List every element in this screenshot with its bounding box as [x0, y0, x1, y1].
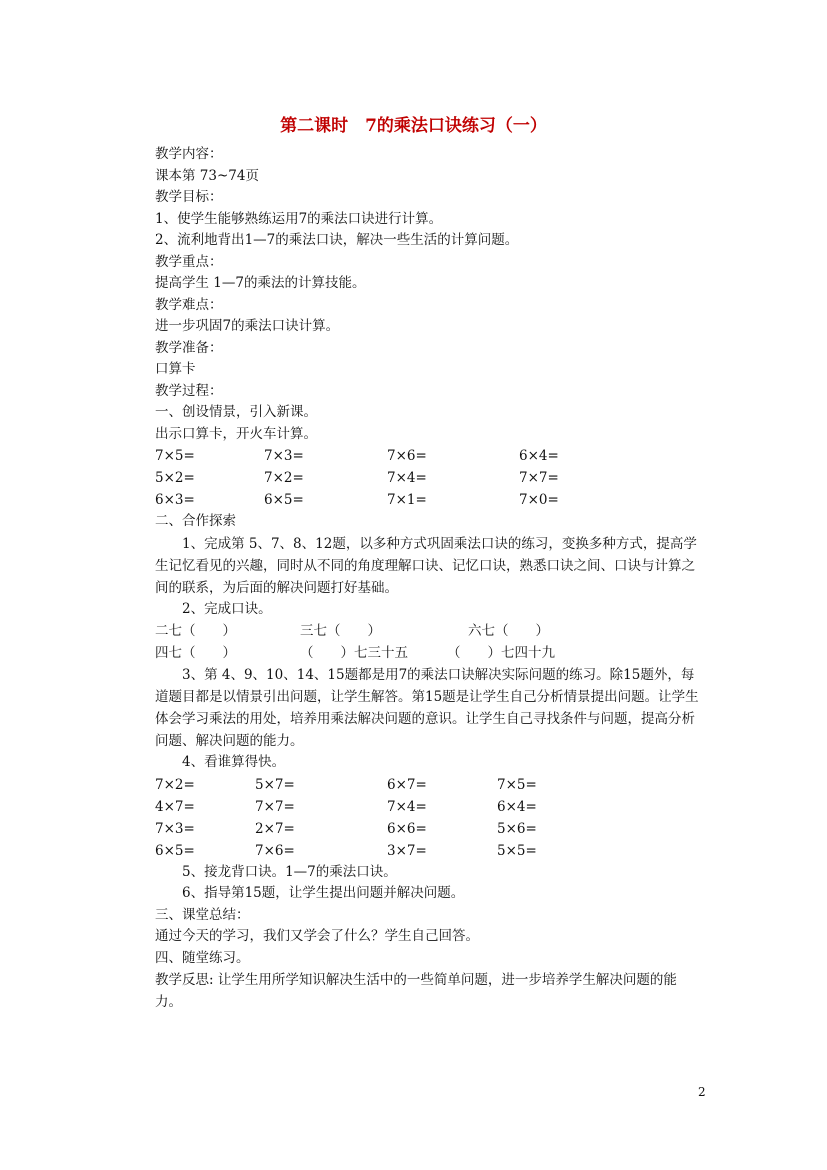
- grid-cell: 6×5=: [264, 492, 304, 508]
- lesson-title: 第二课时 7的乘法口诀练习（一）: [280, 116, 547, 136]
- grid-cell: 四七（ ）: [155, 645, 236, 661]
- text-line: 2、完成口诀。: [182, 600, 272, 617]
- grid-cell: 6×7=: [387, 776, 427, 793]
- section-heading: 三、课堂总结：: [155, 906, 250, 923]
- page-number: 2: [698, 1085, 706, 1099]
- kou-jue-grid: [155, 620, 703, 664]
- grid-cell: 7×3=: [264, 448, 304, 464]
- grid-cell: 6×6=: [387, 820, 427, 837]
- grid-cell: 6×4=: [519, 448, 559, 464]
- text-line: 1、使学生能够熟练运用7的乘法口诀进行计算。: [155, 210, 443, 227]
- grid-cell: 7×4=: [387, 798, 427, 815]
- text-line: 教学难点：: [155, 296, 223, 313]
- text-line: 2、流利地背出1—7的乘法口诀，解决一些生活的计算问题。: [155, 232, 519, 248]
- grid-cell: 二七（ ）: [155, 623, 236, 639]
- reflection-paragraph: 教学反思: 让学生用所学知识解决生活中的一些简单问题，进一步培养学生解决问题的能力。: [155, 972, 677, 1010]
- lesson-content: [155, 144, 703, 1013]
- grid-cell: （ ）七三十五: [300, 645, 408, 661]
- grid-cell: （ ）七四十九: [447, 645, 555, 661]
- text-line: 6、指导第15题，让学生提出问题并解决问题。: [182, 885, 465, 901]
- grid-row: [155, 818, 703, 840]
- grid-row: [155, 467, 703, 489]
- grid-cell: 7×6=: [387, 448, 427, 464]
- text-line: 教学内容：: [155, 146, 223, 162]
- text-line: 教学重点：: [155, 253, 223, 270]
- grid-row: [155, 620, 703, 642]
- text-line: 教学目标：: [155, 189, 223, 205]
- intro-lines: [155, 144, 703, 445]
- grid-cell: 5×5=: [497, 842, 537, 859]
- grid-cell: 6×5=: [155, 842, 195, 859]
- grid-cell: 7×5=: [497, 776, 537, 793]
- grid-cell: 7×7=: [519, 470, 559, 486]
- text-line: 进一步巩固7的乘法口诀计算。: [155, 318, 340, 334]
- text-line: 一、创设情景，引入新课。: [155, 404, 317, 420]
- text-line: 课本第 73~74页: [155, 167, 259, 184]
- section-heading: 二、合作探索: [155, 513, 236, 529]
- grid-cell: 7×2=: [264, 470, 304, 486]
- grid-row: [155, 840, 703, 862]
- grid-cell: 6×4=: [497, 798, 537, 815]
- grid-cell: 7×0=: [519, 492, 559, 508]
- grid-cell: 三七（ ）: [300, 623, 381, 639]
- grid-cell: 7×6=: [255, 842, 295, 859]
- grid-cell: 7×2=: [155, 776, 195, 793]
- text-line: 出示口算卡，开火车计算。: [155, 425, 317, 442]
- text-line: 提高学生 1—7的乘法的计算技能。: [155, 275, 366, 291]
- oral-calc-grid-2: [155, 774, 703, 862]
- grid-row: [155, 774, 703, 796]
- grid-cell: 3×7=: [387, 842, 427, 859]
- paragraph: 3、第 4、9、10、14、15题都是用7的乘法口诀解决实际问题的练习。除15题外，每道题目都是以情景引出问题，让学生解答。第15题是让学生自己分析情景提出问题。让学生体会学习乘法的用处，培养用乘法解决问题的意识。让学生自己寻找条件与问题，提高分析问题、解决问题的能力。: [155, 667, 699, 749]
- grid-cell: 7×4=: [387, 470, 427, 486]
- grid-cell: 六七（ ）: [468, 623, 549, 639]
- grid-cell: 6×3=: [155, 492, 195, 508]
- text-line: 教学准备：: [155, 339, 223, 356]
- text-line: 5、接龙背口诀。1—7的乘法口诀。: [182, 863, 397, 880]
- grid-cell: 7×5=: [155, 448, 195, 464]
- grid-cell: 4×7=: [155, 798, 195, 815]
- grid-row: [155, 489, 703, 511]
- grid-cell: 2×7=: [255, 820, 295, 837]
- text-line: 通过今天的学习，我们又学会了什么？学生自己回答。: [155, 928, 479, 944]
- grid-row: [155, 796, 703, 818]
- paragraph: 1、完成第 5、7、8、12题，以多种方式巩固乘法口诀的练习，变换多种方式，提高学生记忆看见的兴趣，同时从不同的角度理解口诀、记忆口诀，熟悉口诀之间、口诀与计算之间的联系，为后面的解决问题打好基础。: [155, 535, 697, 596]
- text-line: 口算卡: [155, 361, 196, 377]
- oral-calc-grid-1: [155, 445, 703, 511]
- text-line: 4、看谁算得快。: [182, 754, 286, 770]
- grid-cell: 7×7=: [255, 798, 295, 815]
- text-line: 教学过程：: [155, 382, 223, 399]
- grid-cell: 5×7=: [255, 776, 295, 793]
- grid-cell: 5×6=: [497, 820, 537, 837]
- grid-cell: 7×1=: [387, 492, 427, 508]
- grid-row: [155, 642, 703, 664]
- section-heading: 四、随堂练习。: [155, 949, 250, 966]
- grid-cell: 5×2=: [155, 470, 195, 486]
- grid-cell: 7×3=: [155, 820, 195, 837]
- grid-row: [155, 445, 703, 467]
